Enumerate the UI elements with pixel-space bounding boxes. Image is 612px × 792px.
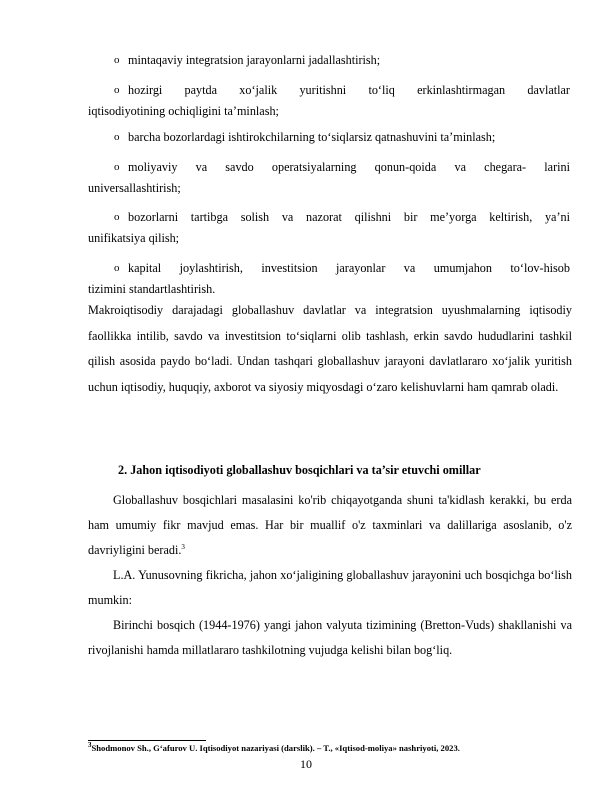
bullet-marker: o — [114, 54, 120, 66]
bullet-text: bozorlarni tartibga solish va nazorat qilishni bir me’yorga keltirish, ya’ni — [128, 210, 570, 224]
bullet-continuation: tizimini standartlashtirish. — [88, 282, 216, 296]
bullet-text: barcha bozorlardagi ishtirokchilarning to‘siqlarsiz qatnashuvini ta’minlash; — [128, 130, 496, 144]
bullet-item — [116, 207, 570, 227]
bullet-item — [116, 80, 570, 100]
bullet-item — [116, 50, 570, 70]
bullet-marker: o — [114, 131, 120, 143]
paragraph-text: Globallashuv bosqichlari masalasini ko'rib chiqayotganda shuni ta'kidlash kerakki, bu erda ham umumiy fikr mavjud emas. Har bir muallif o'z taxminlari va dalillariga asoslanib, o'z davriyligini beradi. — [88, 493, 572, 557]
section-heading: 2. Jahon iqtisodiyoti globallashuv bosqichlari va ta’sir etuvchi omillar — [118, 463, 481, 477]
bullet-text: hozirgi paytda xo‘jalik yuritishni to‘liq erkinlashtirmagan davlatlar — [128, 83, 570, 97]
bullet-text: mintaqaviy integratsion jarayonlarni jadallashtirish; — [128, 53, 381, 67]
footnote-reference[interactable]: 3 — [181, 542, 185, 551]
paragraph-stages-intro — [88, 488, 572, 563]
bullet-text: moliyaviy va savdo operatsiyalarning qonun-qoida va chegara- larini — [128, 160, 570, 174]
bullet-marker: o — [114, 211, 120, 223]
bullet-item — [116, 258, 570, 278]
bullet-marker: o — [114, 161, 120, 173]
paragraph-first-stage: Birinchi bosqich (1944-1976) yangi jahon valyuta tizimining (Bretton-Vuds) shakllanishi va rivojlanishi hamda millatlararo tashkilotning vujudga kelishi bilan bog‘liq. — [88, 618, 572, 657]
footnote-number: 3 — [88, 741, 92, 750]
footnote-divider — [88, 740, 206, 741]
page-number: 10 — [300, 757, 312, 771]
bullet-item — [116, 127, 570, 147]
bullet-continuation: universallashtirish; — [88, 181, 181, 195]
bullet-text: kapital joylashtirish, investitsion jarayonlar va umumjahon to‘lov-hisob — [128, 261, 570, 275]
bullet-continuation: unifikatsiya qilish; — [88, 231, 180, 245]
bullet-continuation: iqtisodiyotining ochiqligini ta’minlash; — [88, 104, 279, 118]
paragraph-macro: Makroiqtisodiy darajadagi globallashuv davlatlar va integratsion uyushmalarning iqtisodiy faollikka intilib, savdo va investitsion to‘siqlarni olib tashlash, erkin savdo hududlarini tashkil qilish asosida paydo bo‘ladi. Undan tashqari globallashuv jarayoni davlatlararo xo‘jalik yuritish uchun iqtisodiy, huquqiy, axborot va siyosiy miqyosdagi o‘zaro kelishuvlarni ham qamrab oladi. — [88, 303, 572, 394]
bullet-marker: o — [114, 84, 120, 96]
bullet-marker: o — [114, 262, 120, 274]
footnote-text: Shodmonov Sh., G‘afurov U. Iqtisodiyot nazariyasi (darslik). – T., «Iqtisod-moliya» nashriyoti, 2023. — [91, 743, 460, 753]
footnote — [88, 743, 460, 753]
paragraph-yunusov: L.A. Yunusovning fikricha, jahon xo‘jaligining globallashuv jarayonini uch bosqichga bo‘lish mumkin: — [88, 568, 572, 607]
bullet-item — [116, 157, 570, 177]
